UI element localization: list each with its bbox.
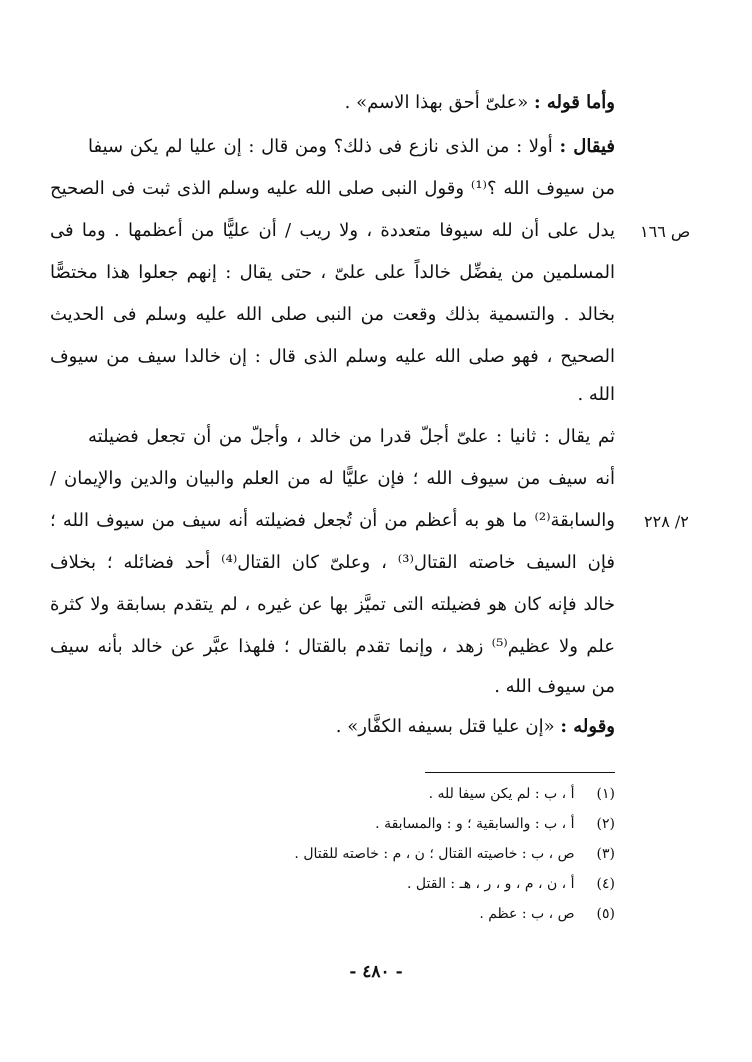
line-text: الله . — [577, 384, 615, 405]
body-line-10 — [50, 462, 615, 496]
body-line-15 — [50, 670, 615, 704]
line-text: علم ولا عظيم⁽⁵⁾ زهد ، وإنما تقدم بالقتال ؛ فلهذا عبَّر عن خالد بأنه سيف — [50, 636, 615, 657]
footnote-number: (١) — [596, 786, 615, 802]
body-line-1 — [88, 86, 615, 120]
line-text: يدل على أن لله سيوفا متعددة ، ولا ريب / أن عليًّا من أعظمها . وما فى — [50, 220, 615, 241]
line-lead: فيقال : — [559, 136, 615, 157]
footnote-text: أ ، ن ، م ، و ، ر ، هـ : القتل . — [407, 876, 575, 892]
body-line-5 — [50, 256, 615, 290]
line-text: «إن عليا قتل بسيفه الكفَّار» . — [335, 716, 555, 737]
body-line-3 — [50, 172, 615, 206]
footnote-number: (٤) — [596, 876, 615, 892]
body-line-16 — [88, 710, 615, 744]
body-line-13 — [50, 588, 615, 622]
footnote-text: ص ، ب : خاصيته القتال ؛ ن ، م : خاصته للقتال . — [294, 846, 575, 862]
body-line-14 — [50, 630, 615, 664]
body-line-7 — [50, 340, 615, 374]
page-number: - ٤٨٠ - — [349, 962, 403, 982]
line-text: أنه سيف من سيوف الله ؛ فإن عليًّا له من العلم والبيان والدين والإيمان / — [50, 468, 615, 489]
body-line-12 — [50, 546, 615, 580]
line-text: من سيوف الله . — [494, 676, 615, 697]
line-text: من سيوف الله ؟⁽¹⁾ وقول النبى صلى الله عليه وسلم الذى ثبت فى الصحيح — [50, 178, 615, 199]
body-line-2 — [88, 130, 615, 164]
body-line-9 — [88, 420, 615, 454]
line-text: خالد فإنه كان هو فضيلته التى تميَّز بها عن غيره ، لم يتقدم بسابقة ولا كثرة — [50, 594, 615, 615]
footnote-separator — [425, 772, 615, 773]
body-line-8 — [50, 378, 615, 412]
footnote-text: أ ، ب : والسابقية ؛ و : والمسابقة . — [375, 816, 575, 832]
body-line-11 — [50, 504, 615, 538]
margin-note-volume-ref: ٢/ ٢٢٨ — [644, 512, 689, 531]
footnote-number: (٢) — [596, 816, 615, 832]
footnote-1 — [429, 784, 615, 804]
line-text: أولا : من الذى نازع فى ذلك؟ ومن قال : إن عليا لم يكن سيفا — [88, 136, 553, 157]
line-lead: وأما قوله : — [533, 92, 615, 113]
body-line-6 — [50, 298, 615, 332]
line-text: بخالد . والتسمية بذلك وقعت من النبى صلى الله عليه وسلم فى الحديث — [50, 304, 615, 325]
footnote-4 — [407, 874, 615, 894]
line-lead: وقوله : — [560, 716, 615, 737]
footnote-text: ص ، ب : عظم . — [479, 906, 575, 922]
footnote-5 — [479, 904, 615, 924]
line-text: ثم يقال : ثانيا : علىّ أجلّ قدرا من خالد ، وأجلّ من أن تجعل فضيلته — [88, 426, 615, 447]
footnote-2 — [375, 814, 615, 834]
margin-note-page-ref: ص ١٦٦ — [640, 222, 691, 241]
body-line-4 — [50, 214, 615, 248]
footnote-3 — [294, 844, 615, 864]
line-text: فإن السيف خاصته القتال⁽³⁾ ، وعلىّ كان القتال⁽⁴⁾ أحد فضائله ؛ بخلاف — [50, 552, 615, 573]
footnote-number: (٣) — [596, 846, 615, 862]
line-text: والسابقة⁽²⁾ ما هو به أعظم من أن تُجعل فضيلته أنه سيف من سيوف الله ؛ — [50, 510, 615, 531]
line-text: الصحيح ، فهو صلى الله عليه وسلم الذى قال : إن خالدا سيف من سيوف — [50, 346, 615, 367]
line-text: المسلمين من يفضِّل خالداً على علىّ ، حتى يقال : إنهم جعلوا هذا مختصًّا — [50, 262, 615, 283]
footnote-number: (٥) — [596, 906, 615, 922]
footnote-text: أ ، ب : لم يكن سيفا لله . — [428, 786, 575, 802]
line-text: «علىّ أحق بهذا الاسم» . — [344, 92, 529, 113]
